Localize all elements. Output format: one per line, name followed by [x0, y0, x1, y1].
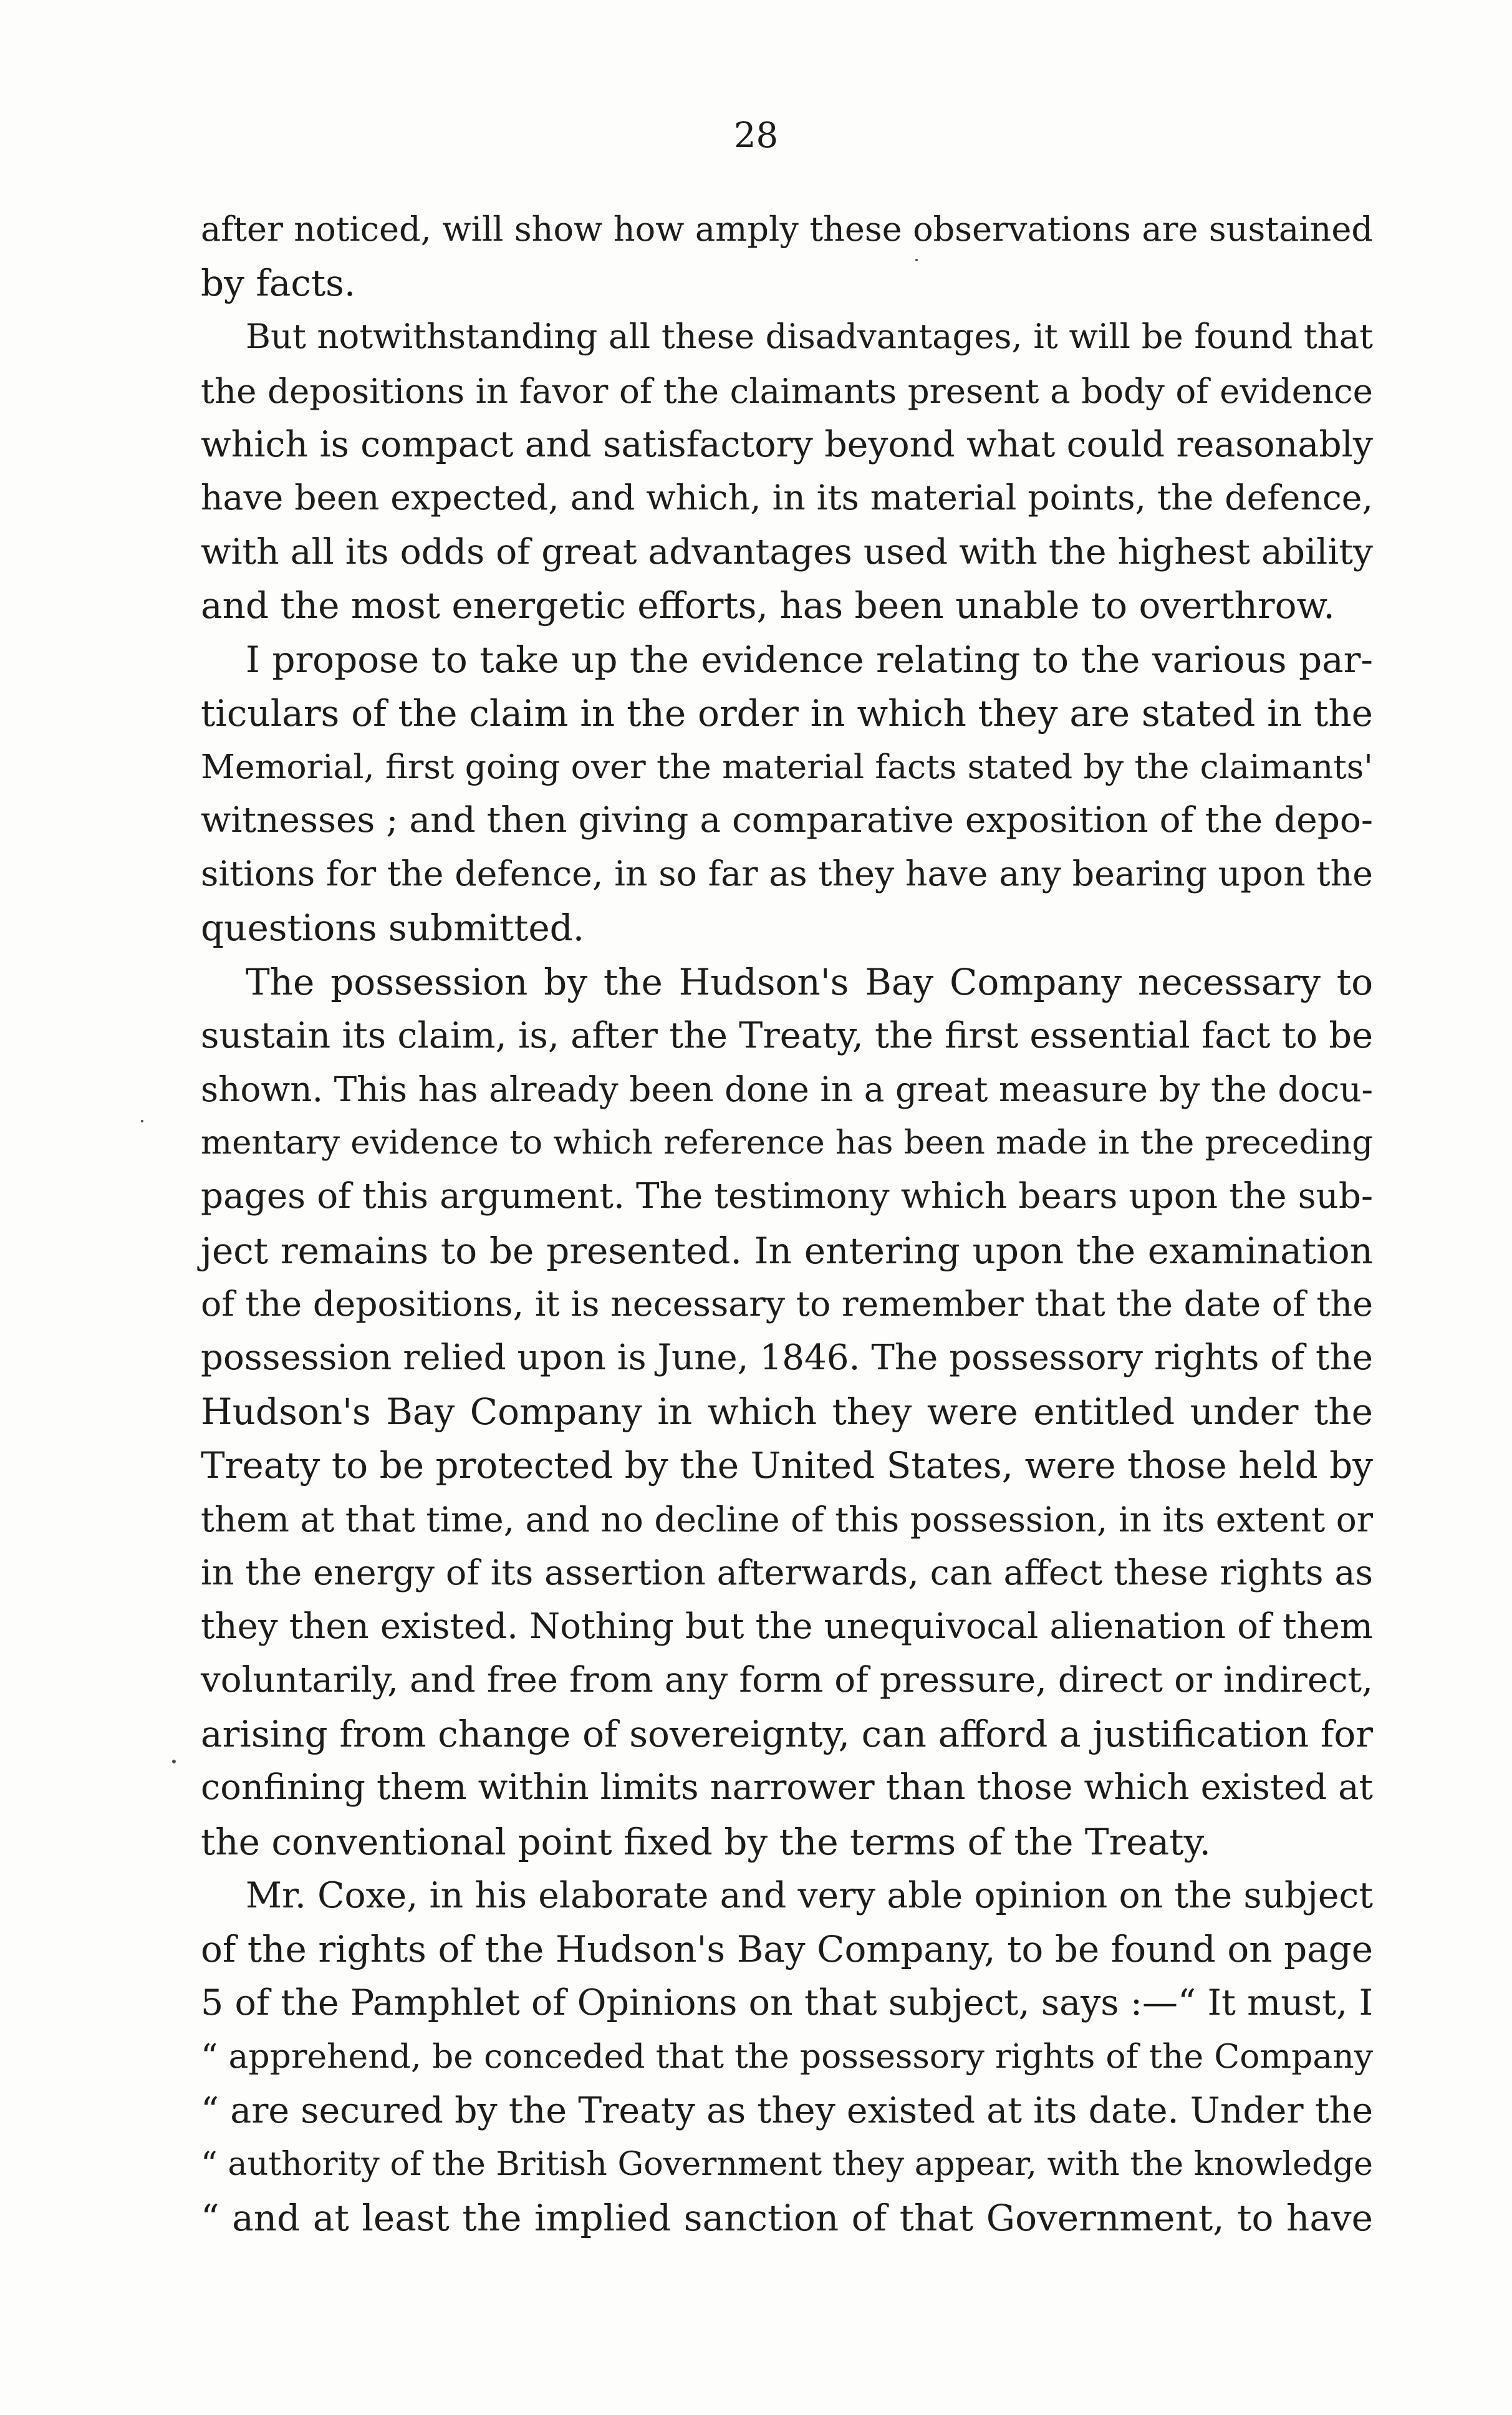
text-line: I propose to take up the evidence relating to the various par-: [246, 638, 1373, 681]
body-text: [201, 203, 1373, 2245]
text-line: voluntarily, and free from any form of pressure, direct or indirect,: [201, 1660, 1373, 1701]
text-line: sustain its claim, is, after the Treaty, the first essential fact to be: [201, 1014, 1373, 1056]
text-line: of the rights of the Hudson's Bay Company, to be found on page: [201, 1928, 1373, 1970]
text-line: Memorial, first going over the material facts stated by the claimants': [201, 746, 1373, 786]
text-line: after noticed, will show how amply these observations are sustained: [201, 210, 1373, 249]
text-line: them at that time, and no decline of this possession, in its extent or: [201, 1499, 1373, 1540]
text-line: ject remains to be presented. In entering upon the examination: [201, 1229, 1373, 1272]
print-speck: [141, 1120, 143, 1122]
text-line: confining them within limits narrower than those which existed at: [201, 1767, 1373, 1808]
text-line: pages of this argument. The testimony which bears upon the sub-: [201, 1176, 1373, 1217]
text-line: “ authority of the British Government they appear, with the knowledge: [201, 2144, 1373, 2183]
text-line: Hudson's Bay Company in which they were entitled under the: [201, 1391, 1373, 1434]
text-line: have been expected, and which, in its material points, the defence,: [201, 478, 1373, 518]
text-line: the conventional point fixed by the terms of the Treaty.: [201, 1820, 1211, 1863]
text-line: “ and at least the implied sanction of that Government, to have: [201, 2196, 1373, 2239]
text-line: of the depositions, it is necessary to remember that the date of the: [201, 1284, 1373, 1324]
text-line: arising from change of sovereignty, can afford a justification for: [201, 1713, 1373, 1756]
text-line: Treaty to be protected by the United States, were those held by: [201, 1444, 1373, 1487]
print-speck: [172, 1760, 176, 1763]
text-line: ticulars of the claim in the order in which they are stated in the: [201, 692, 1373, 735]
text-line: which is compact and satisfactory beyond what could reasonably: [201, 423, 1373, 465]
text-line: questions submitted.: [201, 907, 585, 950]
text-line: mentary evidence to which reference has been made in the preceding: [201, 1124, 1373, 1162]
page-number: 28: [733, 115, 779, 156]
text-line: they then existed. Nothing but the unequivocal alienation of them: [201, 1606, 1373, 1647]
text-line: possession relied upon is June, 1846. The possessory rights of the: [201, 1337, 1373, 1378]
text-line: But notwithstanding all these disadvantages, it will be found that: [246, 317, 1373, 357]
text-line: in the energy of its assertion afterwards, can affect these rights as: [201, 1552, 1373, 1593]
text-line: and the most energetic efforts, has been unable to overthrow.: [201, 584, 1335, 627]
print-speck: [915, 259, 918, 261]
text-line: 5 of the Pamphlet of Opinions on that subject, says :—“ It must, I: [201, 1982, 1373, 2024]
text-line: “ are secured by the Treaty as they existed at its date. Under the: [201, 2090, 1373, 2131]
text-line: shown. This has already been done in a great measure by the docu-: [201, 1069, 1373, 1109]
text-line: “ apprehend, be conceded that the possessory rights of the Company: [201, 2037, 1373, 2076]
text-line: the depositions in favor of the claimants present a body of evidence: [201, 370, 1373, 411]
text-line: Mr. Coxe, in his elaborate and very able opinion on the subject: [246, 1874, 1373, 1916]
text-line: The possession by the Hudson's Bay Company necessary to: [246, 960, 1373, 1003]
text-line: by facts.: [201, 262, 356, 305]
text-line: with all its odds of great advantages used with the highest ability: [201, 531, 1373, 573]
text-line: witnesses ; and then giving a comparative exposition of the depo-: [201, 800, 1373, 841]
text-line: sitions for the defence, in so far as they have any bearing upon the: [201, 854, 1373, 895]
